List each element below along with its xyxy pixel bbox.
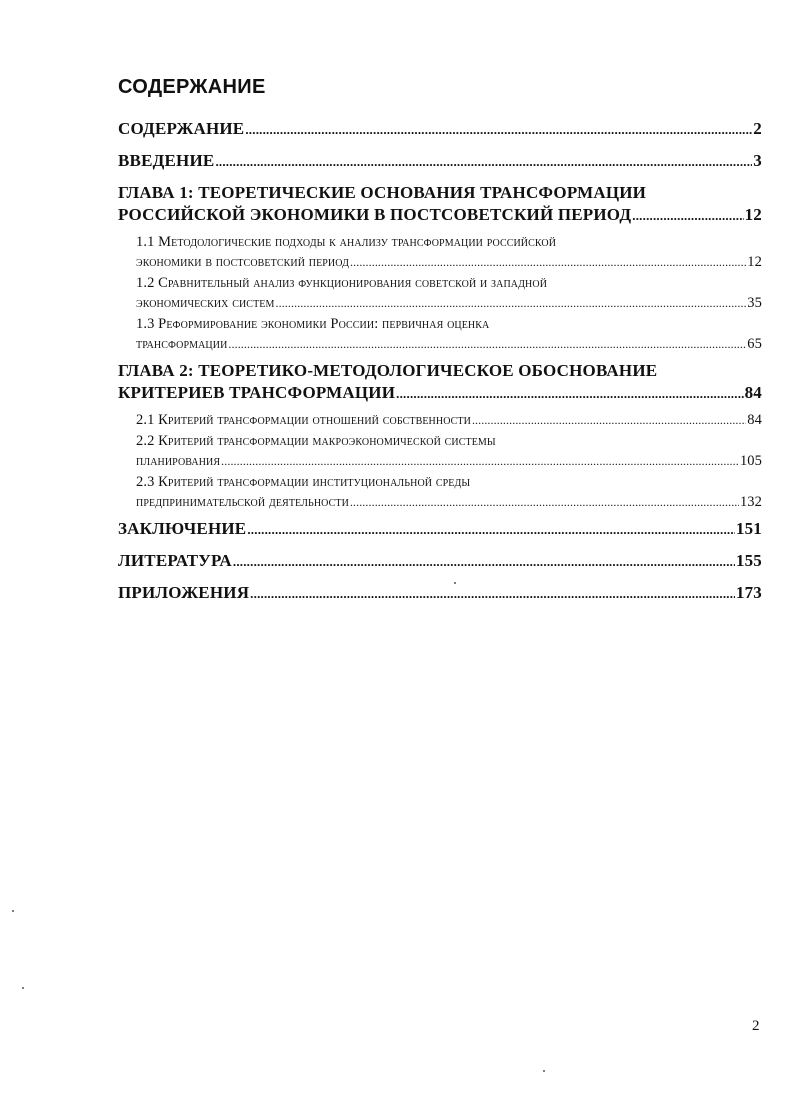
chapter-1-sections — [118, 232, 762, 354]
toc-entry-page: 3 — [753, 151, 762, 170]
scan-speck — [22, 987, 24, 989]
toc-entry-page: 105 — [739, 453, 762, 469]
dot-leader — [250, 587, 735, 604]
page-number: 2 — [752, 1018, 760, 1034]
toc-entry-section-1-3[interactable] — [136, 314, 762, 354]
toc-entry-title: ПРИЛОЖЕНИЯ — [118, 583, 250, 602]
toc-entry-section-1-2[interactable] — [136, 273, 762, 313]
dot-leader — [472, 414, 746, 430]
page-title: СОДЕРЖАНИЕ — [118, 76, 266, 98]
toc-entry-title: ВВЕДЕНИЕ — [118, 151, 215, 170]
toc-entry-literatura[interactable] — [118, 550, 762, 572]
toc-entry-zaklyuchenie[interactable] — [118, 518, 762, 540]
toc-entry-title-line-2: экономики в постсоветский период — [136, 254, 350, 270]
toc-entry-title-line-2: КРИТЕРИЕВ ТРАНСФОРМАЦИИ — [118, 383, 396, 402]
toc-entry-soderzhanie[interactable] — [118, 118, 762, 140]
toc-entry-title-line-2: РОССИЙСКОЙ ЭКОНОМИКИ В ПОСТСОВЕТСКИЙ ПЕРИОД — [118, 205, 632, 224]
toc-entry-section-2-1[interactable] — [136, 410, 762, 430]
toc-entry-title-line-2: трансформации — [136, 336, 228, 352]
toc-entry-title-line-1: 2.2 Критерий трансформации макроэкономической системы — [136, 433, 496, 449]
toc-entry-chapter-1[interactable] — [118, 182, 762, 226]
toc-entry-chapter-2[interactable] — [118, 360, 762, 404]
dot-leader — [350, 256, 746, 272]
toc-entry-section-2-2[interactable] — [136, 431, 762, 471]
toc-entry-title: ЛИТЕРАТУРА — [118, 551, 232, 570]
dot-leader — [396, 387, 743, 404]
toc-entry-section-1-1[interactable] — [136, 232, 762, 272]
toc-entry-title-line-2: предпринимательской деятельности — [136, 494, 349, 510]
toc-entry-page: 35 — [747, 295, 762, 311]
toc-entry-title-line-2: экономических систем — [136, 295, 275, 311]
toc-entry-page: 65 — [747, 336, 762, 352]
toc-entry-title-line-1: ГЛАВА 1: ТЕОРЕТИЧЕСКИЕ ОСНОВАНИЯ ТРАНСФОРМАЦИИ — [118, 183, 647, 202]
dot-leader — [233, 555, 735, 572]
toc-entry-page: 2 — [753, 119, 762, 138]
toc-entry-title-line-1: 1.2 Сравнительный анализ функционирования советской и западной — [136, 275, 548, 291]
toc-entry-title: ЗАКЛЮЧЕНИЕ — [118, 519, 247, 538]
toc-entry-page: 155 — [735, 551, 762, 570]
toc-entry-title-line-1: 1.3 Реформирование экономики России: первичная оценка — [136, 316, 490, 332]
chapter-2-sections — [118, 410, 762, 512]
table-of-contents — [118, 118, 762, 614]
toc-entry-prilozheniya[interactable] — [118, 582, 762, 604]
toc-entry-title-line-2: планирования — [136, 453, 221, 469]
scan-speck — [12, 910, 14, 912]
dot-leader — [350, 496, 739, 512]
toc-entry-page: 12 — [744, 205, 762, 224]
toc-entry-page: 84 — [747, 412, 762, 428]
dot-leader — [247, 523, 735, 540]
dot-leader — [228, 338, 746, 354]
toc-entry-page: 132 — [739, 494, 762, 510]
toc-entry-section-2-3[interactable] — [136, 472, 762, 512]
toc-entry-title-line-1: ГЛАВА 2: ТЕОРЕТИКО-МЕТОДОЛОГИЧЕСКОЕ ОБОСНОВАНИЕ — [118, 361, 658, 380]
toc-entry-page: 173 — [735, 583, 762, 602]
toc-entry-title-line-1: 1.1 Методологические подходы к анализу трансформации российской — [136, 234, 557, 250]
toc-entry-title-line-1: 2.3 Критерий трансформации институциональной среды — [136, 474, 471, 490]
toc-entry-page: 12 — [747, 254, 762, 270]
toc-entry-title: 2.1 Критерий трансформации отношений собственности — [136, 412, 471, 428]
toc-entry-vvedenie[interactable] — [118, 150, 762, 172]
scan-speck — [543, 1070, 545, 1072]
dot-leader — [215, 155, 752, 172]
toc-entry-page: 84 — [744, 383, 762, 402]
dot-leader — [276, 297, 747, 313]
dot-leader — [632, 209, 743, 226]
dot-leader — [221, 455, 739, 471]
toc-entry-title: СОДЕРЖАНИЕ — [118, 119, 245, 138]
scan-speck — [454, 582, 456, 584]
toc-entry-page: 151 — [735, 519, 762, 538]
dot-leader — [245, 123, 752, 140]
